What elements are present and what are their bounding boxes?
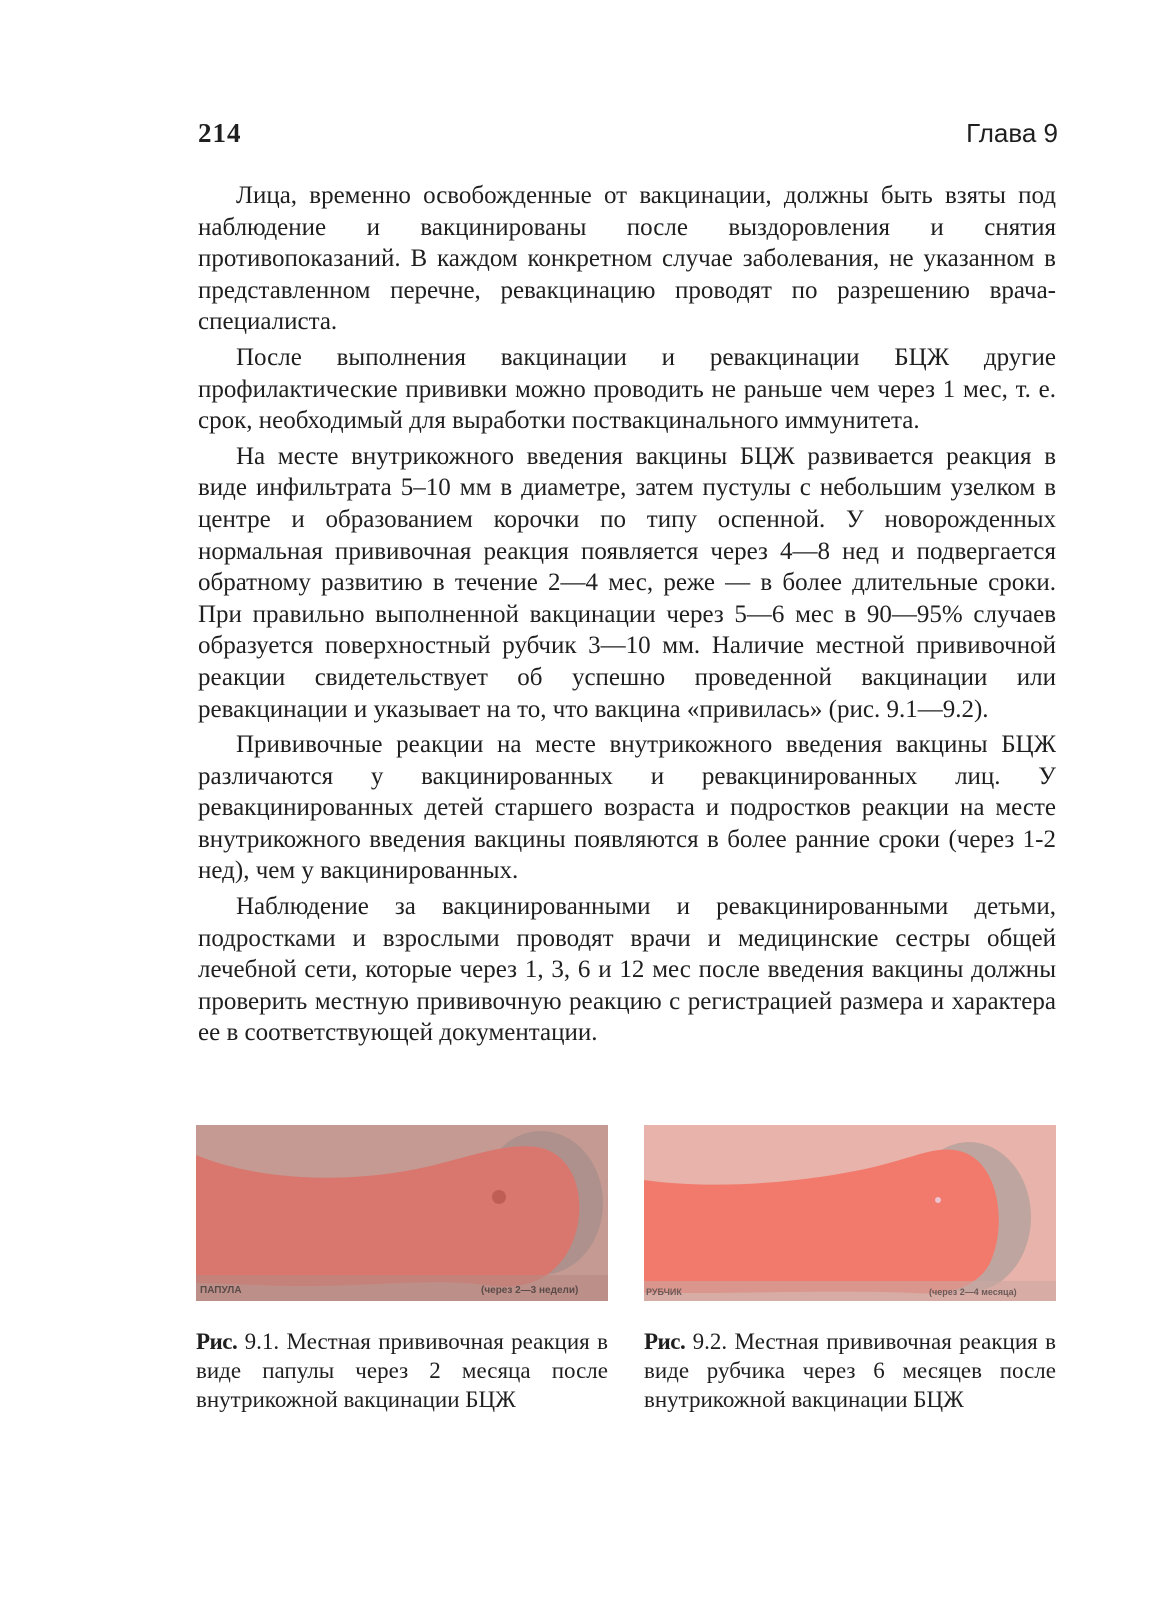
caption-label: Рис. (644, 1329, 686, 1354)
figure-caption (644, 1327, 1056, 1414)
figure-9-1 (196, 1125, 608, 1414)
body-text (198, 180, 1056, 1053)
photo-label-left: ПАПУЛА (200, 1285, 242, 1296)
paragraph: После выполнения вакцинации и ревакцинации БЦЖ другие профилактические прививки можно проводить не раньше чем через 1 мес, т. е. срок, необходимый для выработки поствакцинального иммунитета. (198, 343, 1056, 435)
photo-label-right: (через 2—4 месяца) (929, 1287, 1017, 1297)
paragraph: Наблюдение за вакцинированными и ревакцинированными детьми, подростками и взрослыми проводят врачи и медицинские сестры общей лечебной сети, которые через 1, 3, 6 и 12 мес после введения вакцины должны проверить местную прививочную реакцию с регистрацией размера и характера ее в соответствующей документации. (198, 893, 1056, 1047)
caption-text: 9.2. Местная прививочная реакция в виде рубчика через 6 месяцев после внутрикожной вакцинации БЦЖ (644, 1329, 1056, 1412)
arm-photo-papule (196, 1125, 608, 1301)
paragraph: Прививочные реакции на месте внутрикожного введения вакцины БЦЖ различаются у вакцинированных и ревакцинированных лиц. У ревакцинированных детей старшего возраста и подростков реакции на месте внутрикожного введения вакцины появляются в более ранние сроки (через 1-2 нед), чем у вакцинированных. (198, 731, 1056, 885)
page-number: 214 (198, 118, 242, 148)
caption-label: Рис. (196, 1329, 238, 1354)
chapter-title: Глава 9 (966, 118, 1058, 148)
arm-photo-scar (644, 1125, 1056, 1301)
photo-label-left: РУБЧИК (646, 1287, 682, 1297)
paragraph: Лица, временно освобожденные от вакцинации, должны быть взяты под наблюдение и вакцинированы после выздоровления и снятия противопоказаний. В каждом конкретном случае заболевания, не указанном в представленном перечне, ревакцинацию проводят по разрешению врача-специалиста. (198, 182, 1056, 336)
caption-text: 9.1. Местная прививочная реакция в виде папулы через 2 месяца после внутрикожной вакцинации БЦЖ (196, 1329, 608, 1412)
papule-mark (492, 1190, 506, 1204)
paragraph: На месте внутрикожного введения вакцины БЦЖ развивается реакция в виде инфильтрата 5–10 мм в диаметре, затем пустулы с небольшим узелком в центре и образованием корочки по типу оспенной. У новорожденных нормальная прививочная реакция появляется через 4—8 нед и подвергается обратному развитию в течение 2—4 мес, реже — в более длительные сроки. При правильно выполненной вакцинации через 5—6 мес в 90—95% случаев образуется поверхностный рубчик 3—10 мм. Наличие местной прививочной реакции свидетельствует об успешно проведенной вакцинации или ревакцинации и указывает на то, что вакцина «привилась» (рис. 9.1—9.2). (198, 442, 1056, 723)
photo-label-right: (через 2—3 недели) (481, 1285, 579, 1296)
figure-caption (196, 1327, 608, 1414)
scar-mark (935, 1197, 941, 1203)
figure-9-2 (644, 1125, 1056, 1414)
